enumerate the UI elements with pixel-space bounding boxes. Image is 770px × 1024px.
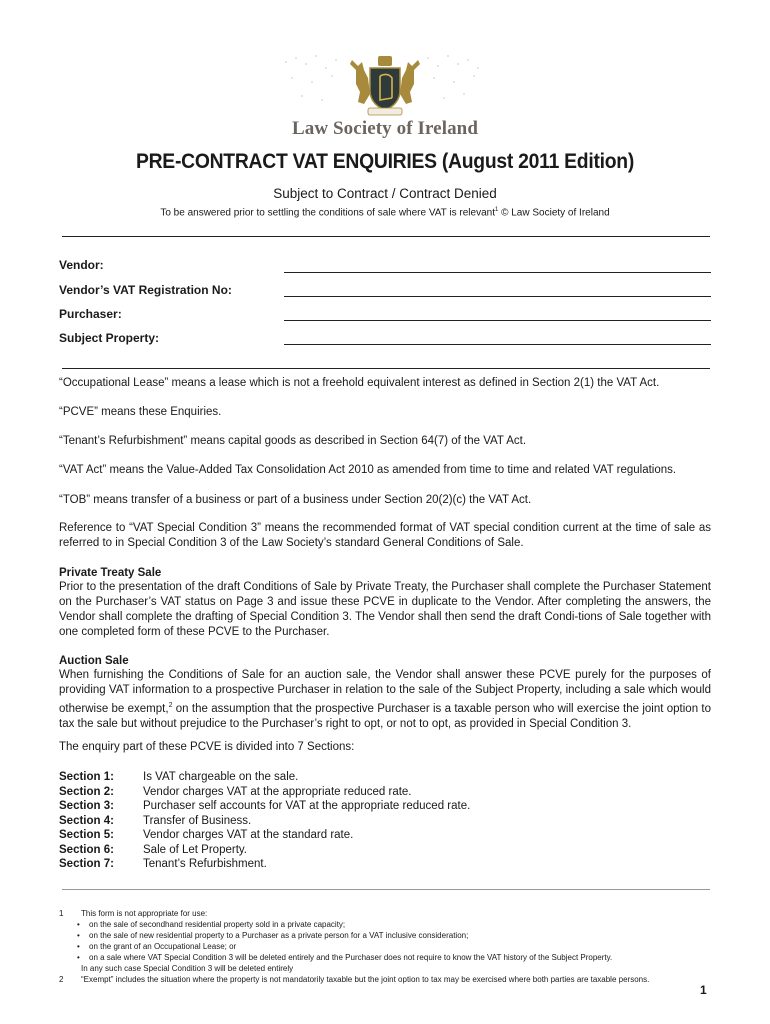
- subject-property-label: Subject Property:: [59, 331, 160, 345]
- divider: [62, 236, 710, 237]
- auction-heading: Auction Sale: [59, 655, 129, 667]
- vendor-label: Vendor:: [59, 258, 104, 272]
- vendor-vat-field[interactable]: [284, 296, 711, 297]
- vendor-vat-label: Vendor’s VAT Registration No:: [59, 283, 232, 297]
- private-treaty-heading: Private Treaty Sale: [59, 567, 162, 579]
- page-title: PRE-CONTRACT VAT ENQUIRIES (August 2011 Edition): [135, 149, 635, 173]
- answered-note: To be answered prior to settling the conditions of sale where VAT is relevant$^1$ © Law Society of Ireland: [160, 207, 610, 219]
- purchaser-label: Purchaser:: [59, 307, 122, 321]
- footnote-divider: [62, 889, 710, 890]
- definition-special-condition: Reference to “VAT Special Condition 3” means the recommended format of VAT special condition current at the time of sale as referred to in Special Condition 3 of the Law Society’s standard General Conditions of Sale.: [59, 522, 711, 549]
- page-number: 1: [700, 983, 707, 997]
- definition-tob: “TOB” means transfer of a business or part of a business under Section 20(2)(c) the VAT Act.: [59, 494, 532, 506]
- sections-intro: The enquiry part of these PCVE is divided into 7 Sections:: [59, 741, 355, 753]
- definition-occupational-lease: “Occupational Lease” means a lease which is not a freehold equivalent interest as defined in Section 2(1) the VAT Act.: [59, 377, 660, 389]
- auction-text: When furnishing the Conditions of Sale for an auction sale, the Vendor shall answer these PCVE purely for the purposes of providing VAT information to a prospective Purchaser in relation to the sale of the Subject Property, including a sale which would otherwise be exempt,$^2$ on the assumption that the prospective Purchaser is a taxable person who will exercise the joint option to tax the sale but without prejudice to the Purchaser’s right to opt, or not to opt, as provided in Special Condition 3.: [59, 669, 712, 730]
- subject-property-field[interactable]: [284, 344, 711, 345]
- purchaser-field[interactable]: [284, 320, 711, 321]
- private-treaty-text: Prior to the presentation of the draft Conditions of Sale by Private Treaty, the Purchaser shall complete the Purchaser Statement on the Purchaser’s VAT status on Page 3 and issue these PCVE in duplicate to the Vendor. After completing the answers, the Vendor shall complete the drafting of Special Condition 3. The Vendor shall then send the draft Condi-tions of Sale together with one completed form of these PCVE to the Purchaser.: [59, 581, 711, 638]
- definition-tenants-refurbishment: “Tenant’s Refurbishment” means capital goods as described in Section 64(7) of the VAT Act.: [59, 435, 527, 447]
- definition-pcve: “PCVE” means these Enquiries.: [59, 406, 222, 418]
- crest-icon: [278, 48, 492, 118]
- definition-vat-act: “VAT Act” means the Value-Added Tax Consolidation Act 2010 as amended from time to time and related VAT regulations.: [59, 464, 677, 476]
- vendor-field[interactable]: [284, 272, 711, 273]
- subtitle: Subject to Contract / Contract Denied: [273, 186, 497, 201]
- law-society-logo: [278, 48, 492, 140]
- logo-name: Law Society of Ireland: [291, 118, 479, 139]
- divider: [62, 368, 710, 369]
